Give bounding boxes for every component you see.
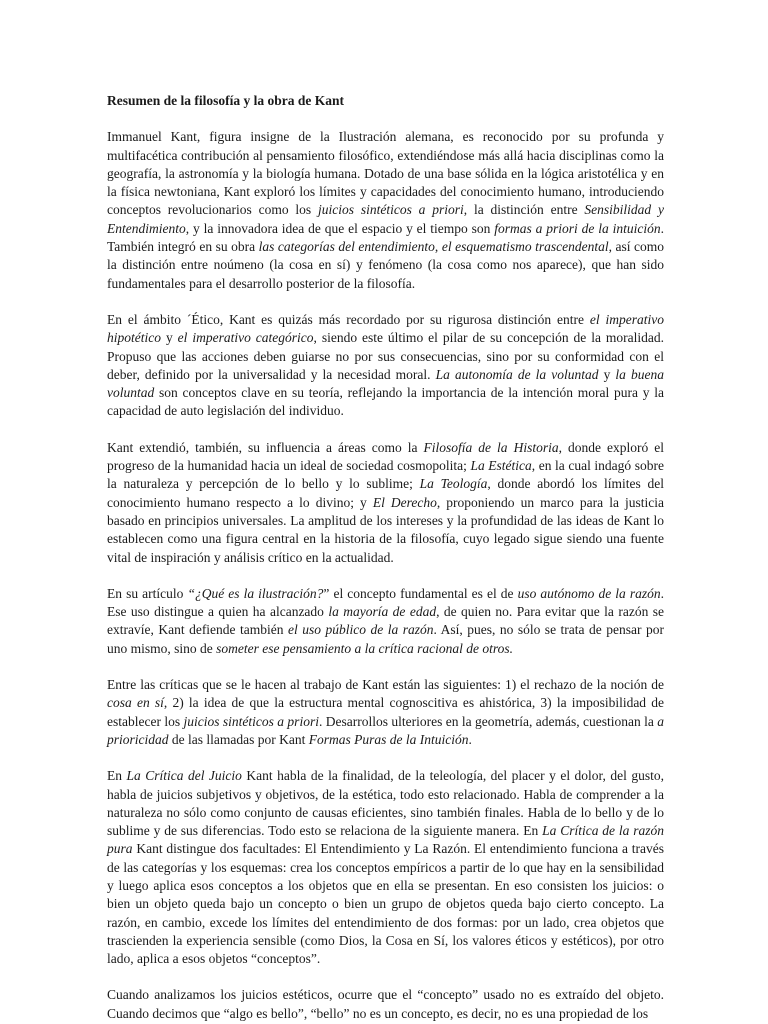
text-run: Kant extendió, también, su influencia a áreas como la	[107, 439, 424, 455]
text-run: , así como la distinción entre noúmeno (la cosa en sí) y fenómeno (la cosa como nos aparece), que han sido fundamentales para el desarrollo posterior de la filosofía.	[107, 239, 665, 291]
text-run: Immanuel Kant, figura insigne de la Ilustración alemana, es reconocido por su profunda y multifacética contribución al pensamiento filosófico, extendiéndose más allá hacia disciplinas como la geografía, la astronomía y la biología humana. Dotado de una base sólida en la lógica aristotélica y en la física newtoniana, Kant exploró los límites y capacidades del conocimiento humano, introduciendo conceptos revolucionarios como los	[107, 129, 664, 218]
text-run: En el ámbito ´Ético, Kant es quizás más recordado por su rigurosa distinción entre	[107, 311, 590, 327]
text-run: , y la innovadora idea de que el espacio y el tiempo son	[185, 220, 495, 236]
text-run: y	[161, 330, 178, 346]
text-run: . Así, pues, no sólo se trata de pensar por uno mismo, sino de	[107, 622, 664, 656]
italic-term: uso autónomo de la razón	[517, 585, 661, 601]
italic-term: La Crítica de la razón pura	[107, 823, 665, 857]
italic-term: “¿Qué es la ilustración?	[187, 585, 324, 601]
text-run: , 2) la idea de que la estructura mental cognoscitiva es ahistórica, 3) la imposibilidad de establecer los	[107, 695, 665, 729]
text-run: Entre las críticas que se le hacen al trabajo de Kant están las siguientes: 1) el rechazo de la noción de	[107, 677, 664, 693]
paragraph-influence	[107, 439, 664, 567]
italic-term: Sensibilidad y Entendimiento	[107, 202, 664, 236]
text-run: ” el concepto fundamental es el de	[323, 585, 518, 601]
text-run: Kant distingue dos facultades: El Entendimiento y La Razón. El entendimiento funciona a través de las categorías y los esquemas: crea los conceptos empíricos a partir de lo que hay en la sensibilidad y luego aplica esos conceptos a los objetos que en ella se presentan. En eso consisten los juicios: o bien un objeto queda bajo un concepto o bien un grupo de objetos queda bajo cierto concepto. La razón, en cambio, excede los límites del entendimiento de dos formas: por un lado, crea objetos que trascienden la experiencia sensible (como Dios, la Cosa en Sí, los valores éticos y estéticos), por otro lado, aplica a esos objetos “conceptos”.	[107, 841, 664, 967]
text-run: de las llamadas por Kant	[168, 731, 309, 747]
italic-term: La Teología	[419, 476, 488, 492]
text-run: . Desarrollos ulteriores en la geometría, además, cuestionan la	[318, 713, 658, 729]
paragraph-enlightenment	[107, 585, 664, 658]
text-run: , la distinción entre	[463, 202, 585, 218]
text-run: .	[468, 731, 472, 747]
italic-term: formas a priori de la intuición	[494, 220, 661, 236]
italic-term: someter ese pensamiento a la crítica racional de otros.	[216, 640, 513, 656]
italic-term: El Derecho	[372, 494, 437, 510]
text-run: , de quien no. Para evitar que la razón se extravíe, Kant defiende también	[107, 604, 664, 638]
text-run: Kant habla de la finalidad, de la teleología, del placer y el dolor, del gusto, habla de juicios subjetivos y objetivos, de la estética, todo esto relacionado. Habla de comprender a la naturaleza no sólo como conjunto de causas eficientes, sino también finales. Habla de lo bello y de lo sublime y de sus diferencias. Todo esto se relaciona de la siguiente manera. En	[107, 768, 664, 839]
text-run: . También integró en su obra	[107, 220, 664, 255]
text-run: , siendo este último el pilar de su concepción de la moralidad. Propuso que las acciones deben guiarse no por sus consecuencias, sino por su conformidad con el deber, definido por la universalidad y la necesidad moral.	[107, 330, 665, 382]
text-run: , proponiendo un marco para la justicia basado en principios universales. La amplitud de los intereses y la profundidad de las ideas de Kant lo establecen como una figura central en la historia de la filosofía, cuyo legado sigue siendo una fuente vital de inspiración y análisis crítico en la actualidad.	[107, 494, 664, 565]
italic-term: La Crítica del Juicio	[126, 768, 242, 784]
italic-term: a prioricidad	[107, 713, 664, 747]
text-run: En su artículo	[107, 585, 188, 601]
paragraph-criticisms	[107, 676, 664, 749]
italic-term: el imperativo hipotético	[107, 311, 665, 346]
italic-term: el esquematismo trascendental	[441, 239, 609, 255]
text-run: , donde abordó los límites del conocimiento humano respecto a lo divino; y	[107, 476, 664, 510]
italic-term: la mayoría de edad	[328, 604, 437, 620]
italic-term: Filosofía de la Historia	[423, 439, 559, 455]
italic-term: la buena voluntad	[107, 366, 665, 401]
text-run: son conceptos clave en su teoría, reflejando la importancia de la intención moral pura y la capacidad de auto legislación del individuo.	[107, 385, 664, 419]
italic-term: cosa en sí	[107, 695, 164, 711]
italic-term: La autonomía de la voluntad	[435, 366, 599, 382]
document-title: Resumen de la filosofía y la obra de Kant	[107, 93, 345, 108]
paragraph-intro	[107, 128, 664, 293]
italic-term: juicios sintéticos a priori	[318, 202, 464, 218]
text-run: , donde exploró el progreso de la humanidad hacia un ideal de sociedad cosmopolita;	[107, 439, 664, 474]
text-run: , en la cual indagó sobre la naturaleza y percepción de lo bello y lo sublime;	[107, 458, 664, 492]
italic-term: las categorías del entendimiento	[258, 239, 435, 255]
text-run: En	[107, 768, 127, 784]
text-run: ,	[434, 239, 442, 255]
text-run: y	[598, 366, 616, 382]
italic-term: el imperativo categórico	[177, 330, 314, 346]
italic-term: Formas Puras de la Intuición	[308, 731, 469, 747]
italic-term: el uso público de la razón	[288, 622, 434, 638]
italic-term: juicios sintéticos a priori	[183, 713, 319, 729]
paragraph-critique-of-judgment	[107, 767, 664, 968]
paragraph-ethics	[107, 311, 664, 421]
text-run: Cuando analizamos los juicios estéticos, ocurre que el “concepto” usado no es extraído del objeto. Cuando decimos que “algo es bello”, “bello” no es un concepto, es decir, no es una propiedad de los	[107, 987, 664, 1021]
text-run: . Ese uso distingue a quien ha alcanzado	[107, 585, 665, 620]
paragraph-aesthetic-judgments	[107, 986, 664, 1023]
italic-term: La Estética	[470, 458, 532, 474]
